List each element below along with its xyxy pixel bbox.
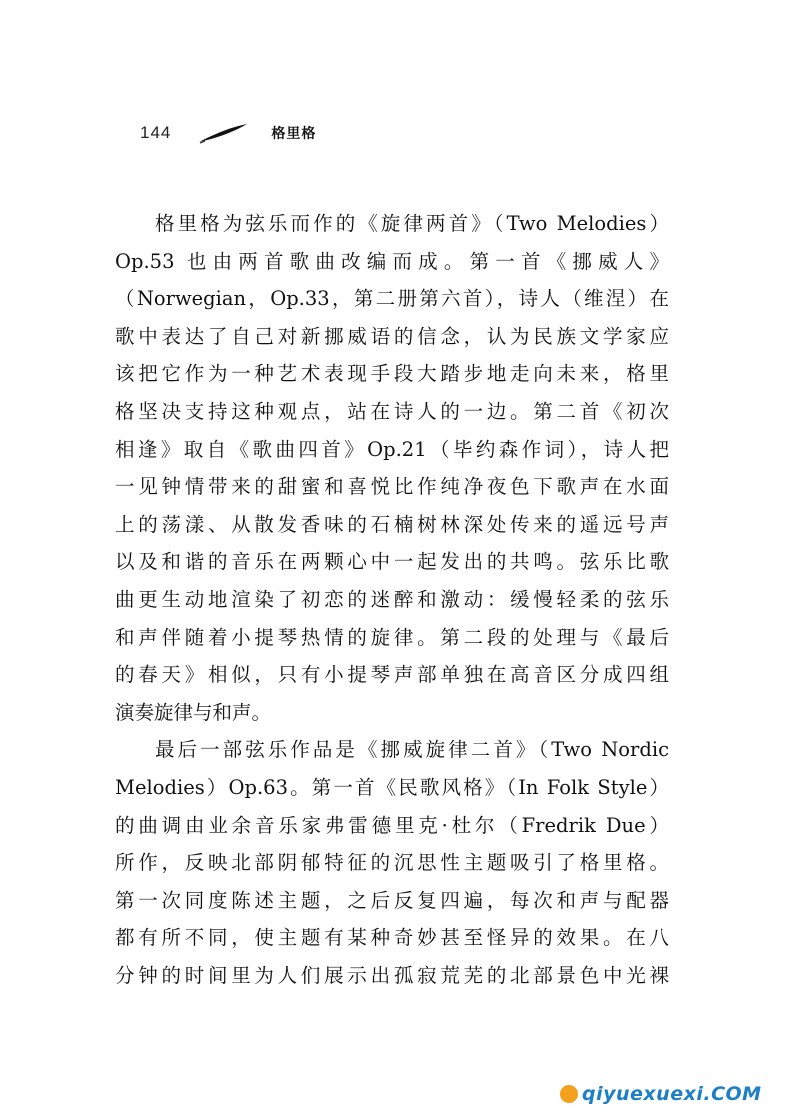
text-line: Op.53 也由两首歌曲改编而成。第一首《挪威人》 [115, 249, 669, 273]
text-line: 上的荡漾、从散发香味的石楠树林深处传来的遥远号声 [115, 512, 669, 536]
text-line: 一见钟情带来的甜蜜和喜悦比作纯净夜色下歌声在水面 [115, 475, 669, 499]
text-line: 的春天》相似，只有小提琴声部单独在高音区分成四组 [115, 663, 669, 687]
text-line: 都有所不同，使主题有某种奇妙甚至怪异的效果。在八 [115, 926, 669, 950]
text-line: 曲更生动地渲染了初恋的迷醉和激动：缓慢轻柔的弦乐 [115, 587, 669, 611]
text-line: 歌中表达了自己对新挪威语的信念，认为民族文学家应 [115, 324, 669, 348]
text-line: Melodies）Op.63。第一首《民歌风格》（In Folk Style） [115, 775, 669, 799]
text-line: 以及和谐的音乐在两颗心中一起发出的共鸣。弦乐比歌 [115, 550, 669, 574]
site-watermark [560, 1083, 762, 1105]
page-number: 144 [140, 123, 172, 142]
running-title: 格里格 [271, 126, 317, 142]
body-text [115, 205, 669, 994]
watermark-text: qiyuexuexi.COM [582, 1083, 762, 1105]
text-line: 演奏旋律与和声。 [115, 700, 272, 724]
quill-ornament-icon [197, 122, 249, 144]
text-line: 所作，反映北部阴郁特征的沉思性主题吸引了格里格。 [115, 851, 669, 875]
watermark-logo-icon [560, 1085, 578, 1103]
text-line: 该把它作为一种艺术表现手段大踏步地走向未来，格里 [115, 362, 669, 386]
text-line: 第一次同度陈述主题，之后反复四遍，每次和声与配器 [115, 888, 669, 912]
text-line: 格坚决支持这种观点，站在诗人的一边。第二首《初次 [115, 399, 669, 423]
text-line: 的曲调由业余音乐家弗雷德里克·杜尔（Fredrik Due） [115, 813, 669, 837]
text-line: 和声伴随着小提琴热情的旋律。第二段的处理与《最后 [115, 625, 669, 649]
text-line: （Norwegian，Op.33，第二册第六首），诗人（维涅）在 [115, 287, 669, 311]
text-line: 相逢》取自《歌曲四首》Op.21（毕约森作词），诗人把 [115, 437, 669, 461]
page-header [140, 118, 316, 148]
text-line: 最后一部弦乐作品是《挪威旋律二首》（Two Nordic [155, 738, 669, 762]
text-line: 格里格为弦乐而作的《旋律两首》（Two Melodies） [155, 212, 669, 235]
text-line: 分钟的时间里为人们展示出孤寂荒芜的北部景色中光裸 [115, 963, 669, 987]
